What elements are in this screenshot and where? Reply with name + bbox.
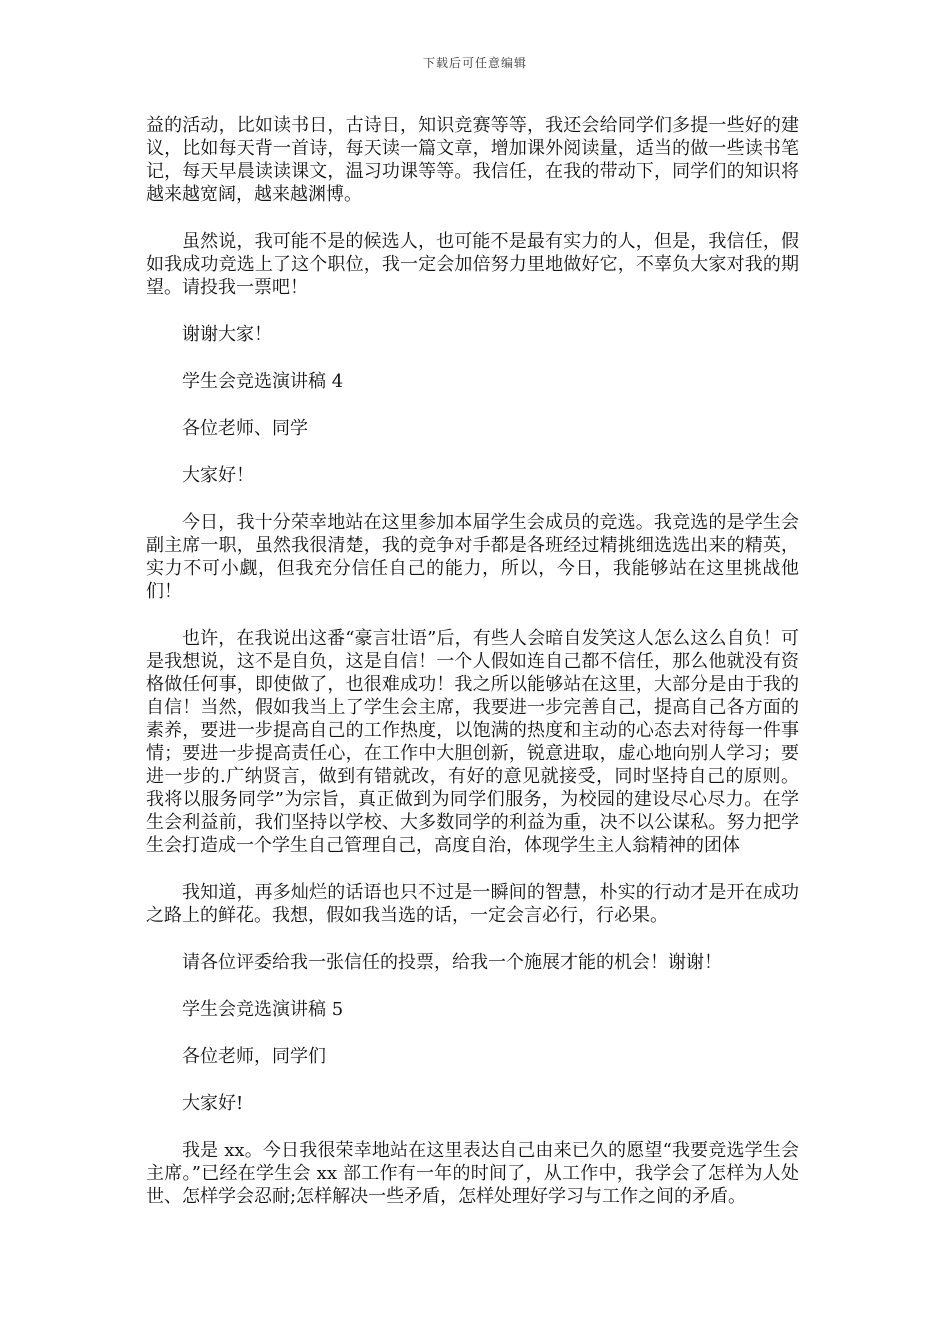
salutation: 各位老师、同学 [182,418,308,439]
paragraph: 我知道，再多灿烂的话语也只不过是一瞬间的智慧，朴实的行动才是开在成功之路上的鲜花。我想，假如我当选的话，一定会言必行，行必果。 [146,882,799,926]
paragraph-continuation: 益的活动，比如读书日，古诗日，知识竞赛等等，我还会给同学们多提一些好的建议，比如每天背一首诗，每天读一篇文章，增加课外阅读量，适当的做一些读书笔记，每天早晨读读课文，温习功课等等。我信任，在我的带动下，同学们的知识将越来越宽阔，越来越渊博。 [146,115,799,205]
section-title: 学生会竞选演讲稿 4 [182,371,344,392]
greeting: 大家好! [182,1093,244,1114]
document-body [146,114,799,1232]
paragraph: 今日，我十分荣幸地站在这里参加本届学生会成员的竞选。我竞选的是学生会副主席一职，虽然我很清楚，我的竞争对手都是各班经过精挑细选选出来的精英，实力不可小觑，但我充分信任自己的能力，所以，今日，我能够站在这里挑战他们！ [146,512,799,602]
section-title: 学生会竞选演讲稿 5 [182,999,344,1020]
greeting: 大家好！ [182,465,254,486]
paragraph: 虽然说，我可能不是的候选人，也可能不是最有实力的人，但是，我信任，假如我成功竞选上了这个职位，我一定会加倍努力里地做好它，不辜负大家对我的期望。请投我一票吧！ [146,231,799,298]
paragraph: 我是 xx。今日我很荣幸地站在这里表达自己由来已久的愿望“我要竞选学生会主席。”已经在学生会 xx 部工作有一年的时间了，从工作中，我学会了怎样为人处世、怎样学会忍耐;怎样解决一些矛盾，怎样处理好学习与工作之间的矛盾。 [146,1140,799,1207]
salutation: 各位老师，同学们 [182,1046,326,1067]
page-header: 下载后可任意编辑 [422,56,527,70]
paragraph-thanks: 谢谢大家！ [182,324,272,345]
paragraph-closing: 请各位评委给我一张信任的投票，给我一个施展才能的机会！谢谢！ [182,952,722,973]
paragraph: 也许，在我说出这番“豪言壮语”后，有些人会暗自发笑这人怎么这么自负！可是我想说，这不是自负，这是自信！一个人假如连自己都不信任，那么他就没有资格做任何事，即使做了，也很难成功！我之所以能够站在这里，大部分是由于我的自信！当然，假如我当上了学生会主席，我要进一步完善自己，提高自己各方面的素养，要进一步提高自己的工作热度，以饱满的热度和主动的心态去对待每一件事情；要进一步提高责任心，在工作中大胆创新，锐意进取，虚心地向别人学习；要进一步的.广纳贤言，做到有错就改，有好的意见就接受，同时坚持自己的原则。我将以服务同学”为宗旨，真正做到为同学们服务，为校园的建设尽心尽力。在学生会利益前，我们坚持以学校、大多数同学的利益为重，决不以公谋私。努力把学生会打造成一个学生自己管理自己，高度自治，体现学生主人翁精神的团体 [146,628,799,856]
